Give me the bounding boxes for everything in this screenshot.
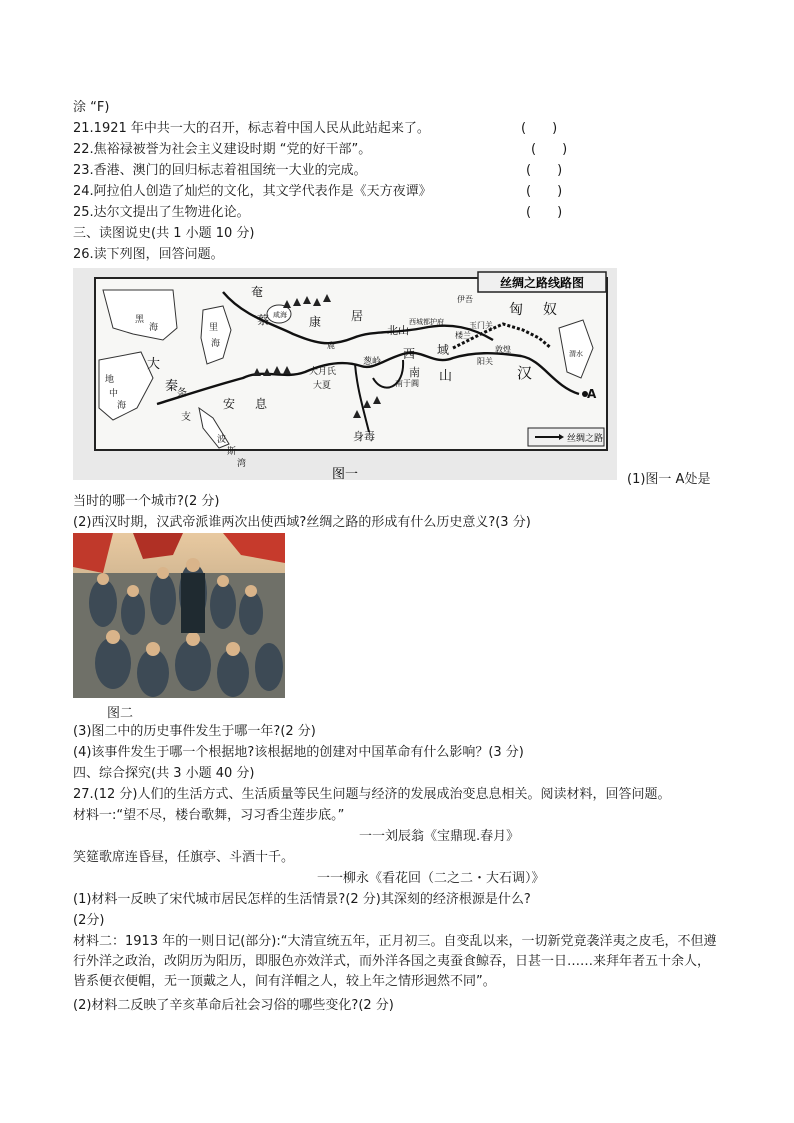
label-daqin-1: 大	[147, 357, 161, 372]
label-tiaozhi-1: 条	[177, 388, 187, 399]
label-black-1: 黑	[135, 315, 145, 325]
material-2: 材料二：1913 年的一则日记(部分):“大清宣统五年，正月初三。自变乱以来，一切新党竟袭洋夷之皮毛，不但遵行外洋之政治，改阴历为阳历，即服色亦效洋式，而外洋各国之夷蚕食鲸吞，日甚一日……来拜年者五十余人，皆系便衣便帽，无一顶戴之人，间有洋帽之人，较上年之情形迥然不同”。	[73, 934, 717, 989]
question-26-2: (2)西汉时期，汉武帝派谁两次出使西域?丝绸之路的形成有什么历史意义?(3 分)	[73, 515, 531, 530]
answer-24[interactable]: ( )	[526, 184, 563, 199]
map-legend: 丝绸之路	[567, 434, 604, 444]
material-1-quote: “望不尽，楼台歌舞，习习香尘莲步底。”	[116, 808, 345, 823]
question-27-2: (2)材料二反映了辛亥革命后社会习俗的哪些变化?(2 分)	[73, 998, 394, 1013]
label-med-1: 地	[105, 375, 115, 385]
question-25: 25.达尔文提出了生物进化论。	[73, 205, 250, 220]
question-23: 23.香港、澳门的回归标志着祖国统一大业的完成。	[73, 163, 367, 178]
label-nanshan-1: 南	[409, 366, 420, 379]
answer-23[interactable]: ( )	[526, 163, 563, 178]
label-loulan: 楼兰	[455, 331, 471, 340]
label-tiaozhi-2: 支	[181, 412, 191, 423]
silk-road-map-svg	[73, 268, 617, 480]
label-xiongnu-1: 匈	[509, 302, 523, 318]
label-kangju-1: 康	[309, 315, 322, 329]
label-yancai-1: 奄	[251, 285, 264, 299]
figure-1-caption: 图一	[331, 467, 359, 480]
question-21: 21.1921 年中共一大的召开，标志着中国人民从此站起来了。	[73, 121, 430, 136]
figure-2-caption: 图二	[107, 706, 134, 721]
historical-painting	[73, 533, 285, 698]
answer-21[interactable]: ( )	[521, 121, 558, 136]
label-congling: 葱岭	[363, 357, 382, 367]
label-med-3: 海	[117, 401, 127, 411]
material-1	[73, 806, 733, 825]
question-26-stem: 26.读下列图，回答问题。	[73, 247, 224, 262]
label-anxi-2: 息	[255, 397, 268, 411]
material-1-quote-2: 笑筵歌席连昏昼，任旗亭、斗酒十千。	[73, 850, 295, 865]
question-26-3: (3)图二中的历史事件发生于哪一年?(2 分)	[73, 724, 316, 739]
label-yiwu: 伊吾	[457, 295, 473, 304]
label-xiyu-2: 域	[437, 343, 450, 357]
answer-22[interactable]: ( )	[531, 142, 568, 157]
label-dayuezhi: 大月氏	[309, 367, 337, 377]
question-26-4: (4)该事件发生于哪一个根据地?该根据地的创建对中国革命有什么影响？(3 分)	[73, 745, 524, 760]
question-27-stem: 27.(12 分)人们的生活方式、生活质量等民生问题与经济的发展成治变息息相关。阅读材料，回答问题。	[73, 787, 671, 802]
label-a: A	[587, 387, 597, 401]
map-title: 丝绸之路线路图	[499, 276, 585, 290]
material-1-label: 材料一:	[73, 808, 117, 823]
question-22: 22.焦裕禄被誉为社会主义建设时期 “党的好干部”。	[73, 142, 372, 157]
historical-painting-svg	[73, 533, 285, 698]
label-dunhuang: 敦煌	[495, 345, 511, 354]
label-yumenguan: 玉门关	[469, 321, 493, 330]
section-3-title: 三、读图说史(共 1 小题 10 分)	[73, 226, 255, 241]
intro-fragment: 涂 “F)	[73, 100, 110, 115]
question-27-1-score: (2分)	[73, 913, 105, 928]
question-27-1: (1)材料一反映了宋代城市居民怎样的生活情景?(2 分)其深刻的经济根源是什么?	[73, 892, 531, 907]
label-daqin-2: 秦	[165, 379, 179, 394]
label-xiyu-1: 西	[403, 347, 416, 361]
label-shendu: 身毒	[353, 430, 375, 443]
central-figure	[181, 573, 205, 633]
label-xianhai: 咸海	[273, 311, 287, 319]
label-yangguan: 阳关	[477, 357, 493, 366]
label-kangju-2: 居	[351, 309, 364, 323]
question-24: 24.阿拉伯人创造了灿烂的文化，其文学代表作是《天方夜谭》	[73, 184, 432, 199]
label-bosi-3: 湾	[237, 459, 247, 469]
question-26-1-part-a: (1)图一 A处是	[627, 472, 711, 487]
question-26-1-part-b: 当时的哪一个城市?(2 分)	[73, 494, 220, 509]
label-black-2: 海	[149, 323, 159, 333]
label-bosi-1: 波	[217, 435, 227, 445]
label-bosi-2: 斯	[227, 447, 237, 457]
label-caspian-1: 里	[209, 323, 219, 333]
section-4-title: 四、综合探究(共 3 小题 40 分)	[73, 766, 255, 781]
label-caspian-2: 海	[211, 339, 221, 349]
label-med-2: 中	[109, 389, 119, 399]
label-nanshan-2: 山	[439, 369, 453, 384]
label-han: 汉	[517, 364, 533, 382]
material-1-source-2: 一一柳永《看花回（二之二・大石调）》	[317, 871, 545, 886]
answer-25[interactable]: ( )	[526, 205, 563, 220]
label-weishui: 渭水	[569, 350, 583, 358]
label-xiongnu-2: 奴	[543, 302, 557, 318]
label-yancai-2: 蔡	[257, 313, 270, 327]
label-xiyu-duhufu: 西城都护府	[409, 318, 444, 326]
label-beishan: 北山	[387, 324, 409, 337]
label-anxi-1: 安	[223, 397, 236, 411]
label-daxia: 大夏	[313, 381, 332, 391]
label-lu: 鹿	[327, 341, 335, 350]
material-1-source: 一一刘辰翁《宝鼎现.春月》	[359, 829, 520, 844]
silk-road-map	[73, 268, 617, 480]
label-yutian: 南于阗	[395, 379, 419, 388]
